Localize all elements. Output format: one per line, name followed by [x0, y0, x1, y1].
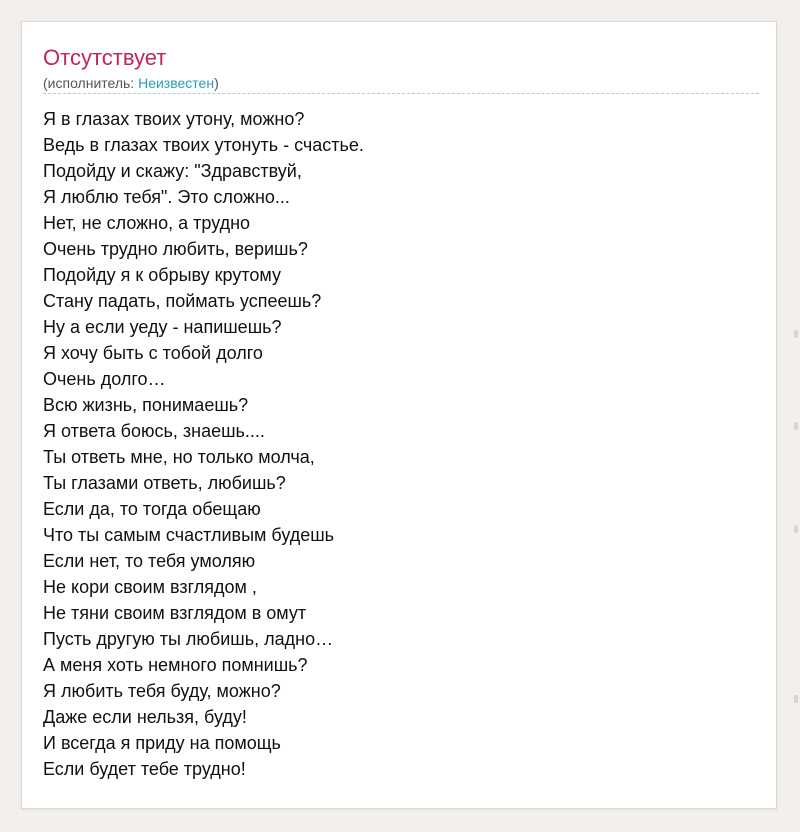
artist-line — [43, 74, 219, 92]
lyric-line: Ты ответь мне, но только молча, — [43, 447, 315, 467]
artist-link[interactable]: Неизвестен — [138, 75, 215, 91]
lyric-line: Нет, не сложно, а трудно — [43, 213, 251, 233]
lyric-line: И всегда я приду на помощь — [43, 733, 281, 753]
artist-suffix: ) — [214, 75, 219, 91]
edge-mark — [794, 330, 798, 338]
lyric-line: Пусть другую ты любишь, ладно… — [43, 629, 334, 649]
edge-mark — [794, 695, 798, 703]
lyric-line: Очень долго… — [43, 369, 166, 389]
lyric-line: Если да, то тогда обещаю — [43, 499, 261, 519]
lyric-line: А меня хоть немного помнишь? — [43, 655, 308, 675]
lyric-line: Ну а если уеду - напишешь? — [43, 317, 282, 337]
lyric-line: Стану падать, поймать успеешь? — [43, 291, 322, 311]
song-title: Отсутствует — [43, 45, 167, 70]
lyric-line: Даже если нельзя, буду! — [43, 707, 247, 727]
lyric-line: Если будет тебе трудно! — [43, 759, 246, 779]
lyric-line: Ты глазами ответь, любишь? — [43, 473, 286, 493]
lyrics-card — [21, 21, 777, 809]
lyrics-text — [43, 106, 364, 782]
lyric-line: Не кори своим взглядом , — [43, 577, 257, 597]
artist-prefix: (исполнитель: — [43, 75, 139, 91]
lyric-line: Что ты самым счастливым будешь — [43, 525, 335, 545]
lyric-line: Я хочу быть с тобой долго — [43, 343, 263, 363]
lyric-line: Подойду и скажу: "Здравствуй, — [43, 161, 302, 181]
lyric-line: Не тяни своим взглядом в омут — [43, 603, 307, 623]
lyric-line: Я люблю тебя". Это сложно... — [43, 187, 290, 207]
edge-mark — [794, 422, 798, 430]
edge-mark — [794, 525, 798, 533]
lyric-line: Я в глазах твоих утону, можно? — [43, 109, 305, 129]
lyric-line: Подойду я к обрыву крутому — [43, 265, 281, 285]
dashed-divider — [43, 93, 759, 94]
lyric-line: Я ответа боюсь, знаешь.... — [43, 421, 265, 441]
lyric-line: Всю жизнь, понимаешь? — [43, 395, 249, 415]
lyric-line: Ведь в глазах твоих утонуть - счастье. — [43, 135, 364, 155]
lyric-line: Очень трудно любить, веришь? — [43, 239, 308, 259]
lyric-line: Я любить тебя буду, можно? — [43, 681, 281, 701]
lyric-line: Если нет, то тебя умоляю — [43, 551, 256, 571]
